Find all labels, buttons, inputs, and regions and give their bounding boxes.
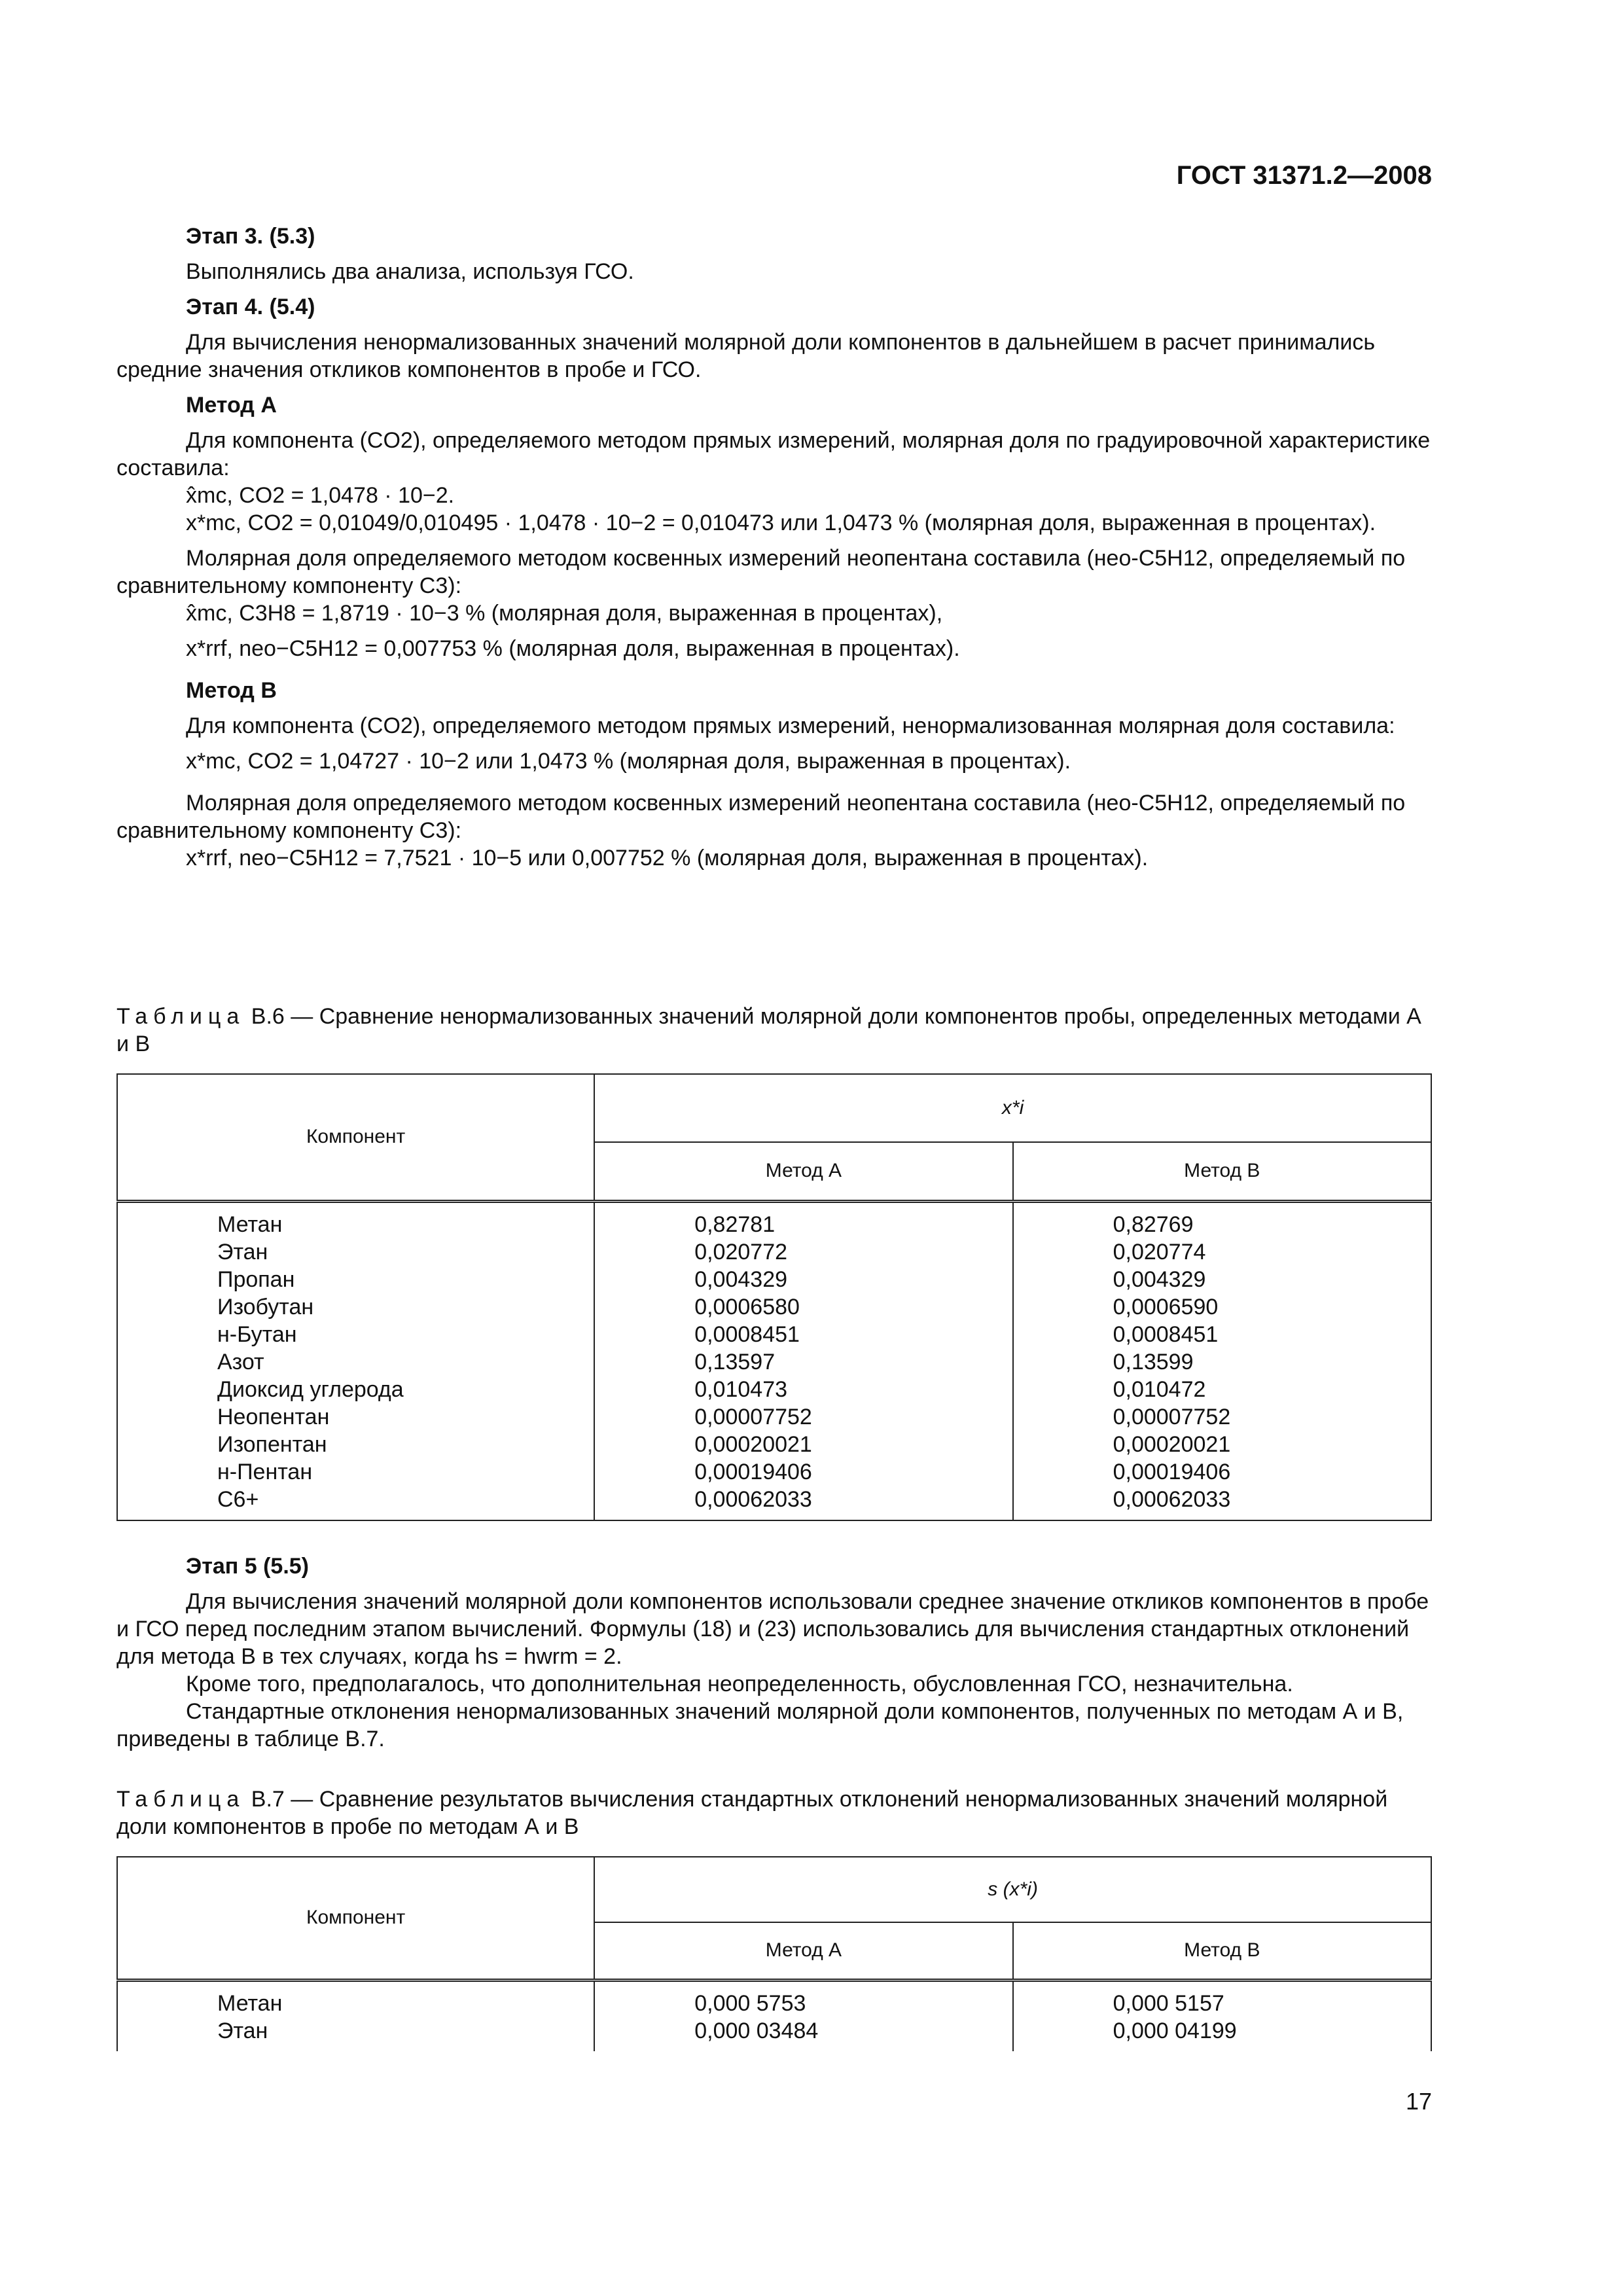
table-row: н-Пентан xyxy=(217,1459,313,1484)
method-b-paragraph-1: Для компонента (CO2), определяемого методом прямых измерений, ненормализованная молярная доля составила: xyxy=(186,713,1395,738)
table-row: Азот xyxy=(217,1349,264,1374)
stage5-paragraph-3: Стандартные отклонения ненормализованных значений молярной доли компонентов, полученных по методам А и В, приведены в таблице B.7. xyxy=(116,1699,1404,1751)
stage4-title: Этап 4. (5.4) xyxy=(186,295,315,319)
stage5-paragraph-1: Для вычисления значений молярной доли компонентов использовали среднее значение откликов компонентов в пробе и ГСО перед последним этапом вычислений. Формулы (18) и (23) использовались для вычисления стандартных отклонений для метода В в тех случаях, когда hs = hwrm = 2. xyxy=(116,1589,1429,1669)
table-row: Пропан xyxy=(217,1266,295,1292)
table-b6-header-method-a: Метод А xyxy=(594,1142,1012,1201)
table-row: Неопентан xyxy=(217,1404,330,1429)
method-a-paragraph-1: Для компонента (CO2), определяемого методом прямых измерений, молярная доля по градуировочной характеристике составила: xyxy=(116,428,1431,480)
table-cell: 0,0008451 xyxy=(694,1321,800,1347)
table-cell: 0,00019406 xyxy=(694,1459,812,1484)
table-b7 xyxy=(116,1856,1432,2051)
table-b7-header-s-xi: s (x*i) xyxy=(594,1857,1431,1922)
method-a-formula-1: x̂mc, CO2 = 1,0478 · 10−2. xyxy=(186,483,455,508)
method-b-formula-1: x*mc, CO2 = 1,04727 · 10−2 или 1,0473 % (молярная доля, выраженная в процентах). xyxy=(186,749,1071,774)
table-cell: 0,00062033 xyxy=(1113,1486,1231,1512)
stage4-text: Для вычисления ненормализованных значений молярной доли компонентов в дальнейшем в расчет принимались средние значения откликов компонентов в пробе и ГСО. xyxy=(116,330,1376,382)
table-cell: 0,010473 xyxy=(694,1376,788,1402)
table-cell: 0,82781 xyxy=(694,1211,776,1237)
table-cell: 0,13597 xyxy=(694,1349,776,1374)
table-row: Метан xyxy=(217,1990,283,2016)
table-b6-body xyxy=(117,1201,1431,1520)
stage3-title: Этап 3. (5.3) xyxy=(186,224,315,249)
method-a-paragraph-2: Молярная доля определяемого методом косвенных измерений неопентана составила (нео-C5H12, определяемый по сравнительному компоненту C3): xyxy=(116,546,1406,598)
table-b6-header-method-b: Метод В xyxy=(1013,1142,1431,1201)
table-row: C6+ xyxy=(217,1486,259,1512)
table-row: Этан xyxy=(217,2018,268,2043)
table-cell: 0,000 03484 xyxy=(694,2018,819,2043)
table-cell: 0,000 5157 xyxy=(1113,1990,1224,2016)
table-row: Этан xyxy=(217,1239,268,1265)
table-cell: 0,00019406 xyxy=(1113,1459,1231,1484)
table-cell: 0,020774 xyxy=(1113,1239,1206,1265)
table-cell: 0,00062033 xyxy=(694,1486,812,1512)
table-row: Изобутан xyxy=(217,1294,314,1319)
table-row: Метан xyxy=(217,1211,283,1237)
stage3-text: Выполнялись два анализа, используя ГСО. xyxy=(186,259,634,284)
table-cell: 0,00007752 xyxy=(694,1404,812,1429)
table-cell: 0,004329 xyxy=(694,1266,788,1292)
table-b6 xyxy=(116,1073,1432,1521)
method-a-formula-2: x*mc, CO2 = 0,01049/0,010495 · 1,0478 · 10−2 = 0,010473 или 1,0473 % (молярная доля, выраженная в процентах). xyxy=(186,511,1376,535)
method-a-formula-4: x*rrf, neo−C5H12 = 0,007753 % (молярная доля, выраженная в процентах). xyxy=(186,636,960,661)
stage5-title: Этап 5 (5.5) xyxy=(186,1554,309,1579)
main-text xyxy=(116,223,1432,872)
table-b6-header-xi: x*i xyxy=(594,1074,1431,1142)
table-b7-body xyxy=(117,1980,1431,2051)
method-b-formula-2: x*rrf, neo−C5H12 = 7,7521 · 10−5 или 0,007752 % (молярная доля, выраженная в процентах). xyxy=(186,846,1149,870)
table-cell: 0,00020021 xyxy=(1113,1431,1231,1457)
table-b6-caption xyxy=(116,1003,1432,1058)
table-b7-method-b-column xyxy=(1013,1980,1431,2051)
table-row: Изопентан xyxy=(217,1431,327,1457)
table-cell: 0,010472 xyxy=(1113,1376,1206,1402)
table-cell: 0,004329 xyxy=(1113,1266,1206,1292)
table-cell: 0,0006580 xyxy=(694,1294,800,1319)
table-cell: 0,000 04199 xyxy=(1113,2018,1237,2043)
table-b7-caption-label: Таблица xyxy=(116,1787,245,1812)
table-b6-components-column xyxy=(117,1201,594,1520)
table-b6-method-b-column xyxy=(1013,1201,1431,1520)
table-cell: 0,82769 xyxy=(1113,1211,1194,1237)
table-cell: 0,13599 xyxy=(1113,1349,1194,1374)
table-row: Диоксид углерода xyxy=(217,1376,404,1402)
stage5-paragraph-2: Кроме того, предполагалось, что дополнительная неопределенность, обусловленная ГСО, незначительна. xyxy=(186,1672,1293,1696)
table-b7-method-a-column xyxy=(594,1980,1012,2051)
stage5-text xyxy=(116,1552,1432,1753)
table-b6-caption-text: B.6 — Сравнение ненормализованных значений молярной доли компонентов пробы, определенных методами А и В xyxy=(116,1004,1421,1056)
table-b7-header-method-a: Метод А xyxy=(594,1922,1012,1980)
table-cell: 0,00020021 xyxy=(694,1431,812,1457)
method-b-title: Метод B xyxy=(186,678,277,703)
method-b-paragraph-2: Молярная доля определяемого методом косвенных измерений неопентана составила (нео-C5H12, определяемый по сравнительному компоненту C3): xyxy=(116,791,1406,843)
table-b6-method-a-column xyxy=(594,1201,1012,1520)
table-b7-header-method-b: Метод В xyxy=(1013,1922,1431,1980)
table-cell: 0,0006590 xyxy=(1113,1294,1219,1319)
table-cell: 0,000 5753 xyxy=(694,1990,806,2016)
table-b6-header-component: Компонент xyxy=(117,1074,594,1201)
table-cell: 0,0008451 xyxy=(1113,1321,1219,1347)
table-cell: 0,00007752 xyxy=(1113,1404,1231,1429)
table-row: н-Бутан xyxy=(217,1321,297,1347)
method-a-title: Метод А xyxy=(186,393,277,418)
table-b7-components-column xyxy=(117,1980,594,2051)
table-b6-caption-label: Таблица xyxy=(116,1004,245,1029)
document-code: ГОСТ 31371.2—2008 xyxy=(1176,161,1432,190)
page-number: 17 xyxy=(1405,2088,1432,2115)
table-b7-caption-text: B.7 — Сравнение результатов вычисления стандартных отклонений ненормализованных значений молярной доли компонентов в пробе по методам А и В xyxy=(116,1787,1388,1839)
table-b7-header-component: Компонент xyxy=(117,1857,594,1980)
table-cell: 0,020772 xyxy=(694,1239,788,1265)
method-a-formula-3: x̂mc, C3H8 = 1,8719 · 10−3 % (молярная доля, выраженная в процентах), xyxy=(186,601,943,626)
table-b7-caption xyxy=(116,1785,1432,1840)
